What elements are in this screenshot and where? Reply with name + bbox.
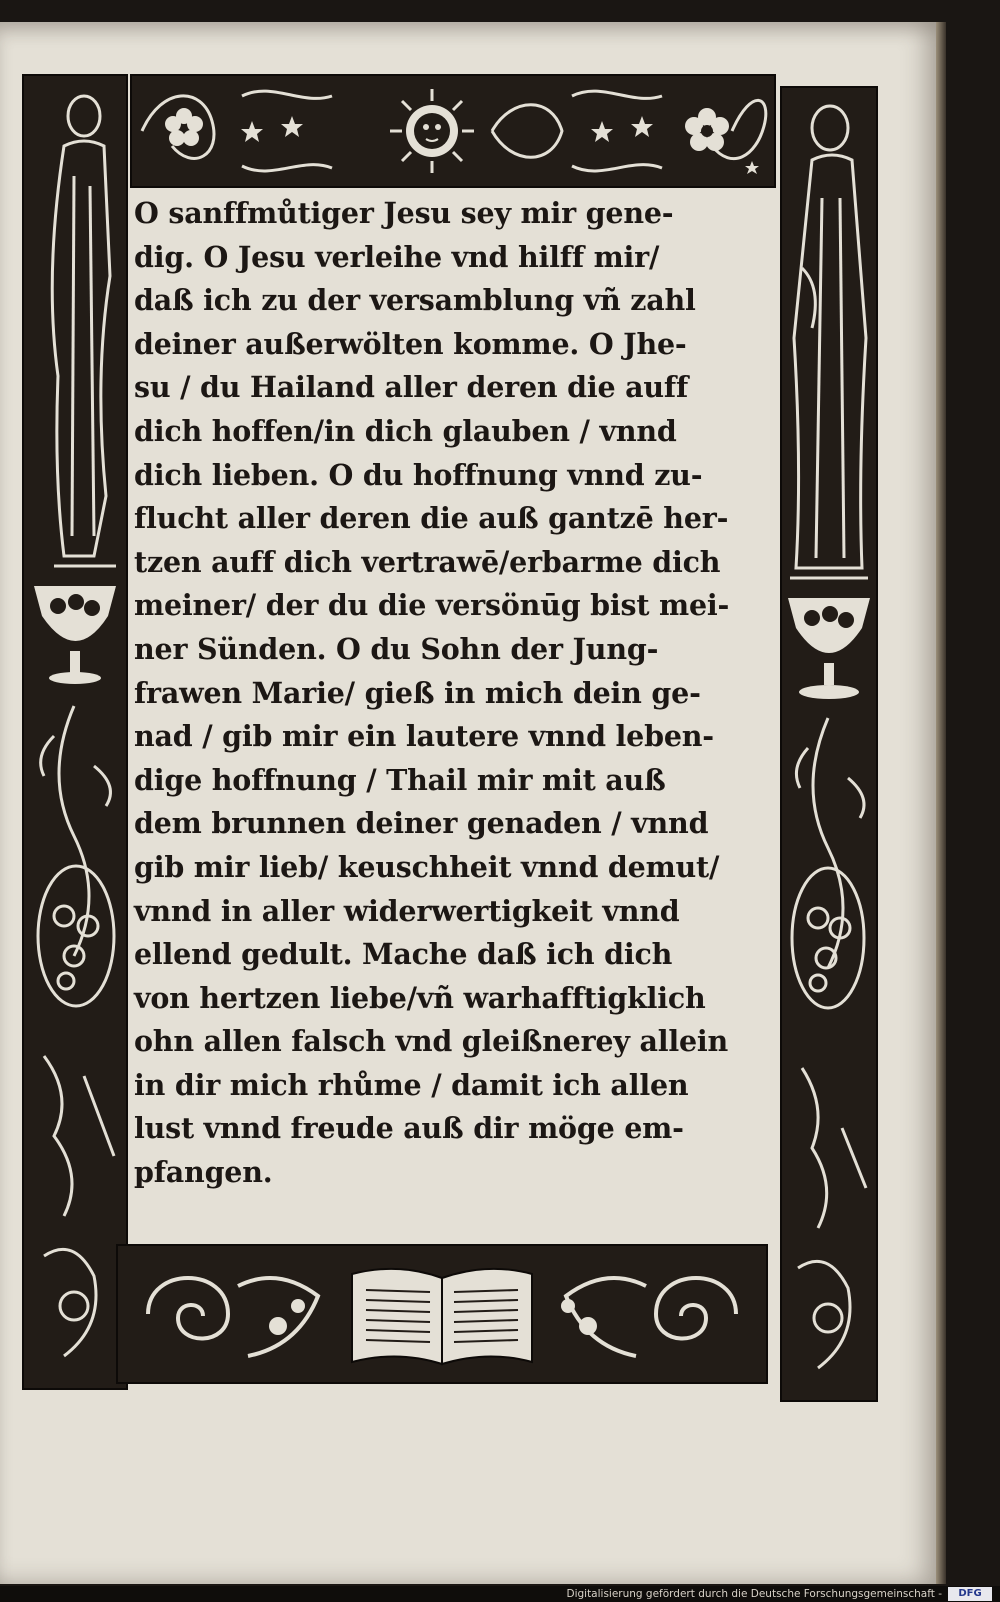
text-line: O sanffmůtiger Jesu sey mir gene- [134,196,674,230]
text-line: dich hoffen/in dich glauben / vnnd [134,413,677,448]
foliage-icon [24,76,126,1388]
text-line: von hertzen liebe/vñ warhafftigklich [134,980,706,1015]
text-line: dem brunnen deiner genaden / vnnd [134,806,709,841]
text-line: ohn allen falsch vnd gleißnerey allein [134,1024,729,1059]
text-line: ner Sünden. O du Sohn der Jung- [134,631,659,666]
bottom-ornament-border [116,1244,768,1384]
left-ornament-border [22,74,128,1390]
text-line: ellend gedult. Mache daß ich dich [134,937,673,972]
text-line: pfangen. [134,1155,273,1190]
text-line: dig. O Jesu verleihe vnd hilff mir/ [134,239,660,274]
text-line: dige hoffnung / Thail mir mit auß [134,762,666,797]
foliage-icon [782,88,876,1400]
prayer-text [134,192,762,1232]
text-line: tzen auff dich vertrawē/erbarme dich [134,544,721,579]
text-line: nad / gib mir ein lautere vnnd leben- [134,719,714,754]
text-line: vnnd in aller widerwertigkeit vnnd [134,893,680,928]
text-line: deiner außerwölten komme. O Jhe- [134,326,687,361]
dfg-logo: DFG [948,1587,992,1601]
text-line: dich lieben. O du hoffnung vnnd zu- [134,457,703,492]
text-line: flucht aller deren die auß gantzē her- [134,501,729,536]
right-ornament-border [780,86,878,1402]
top-ornament-border [130,74,776,188]
text-line: in dir mich rhůme / damit ich allen [134,1067,689,1102]
star-icon [132,76,774,186]
text-line: meiner/ der du die versönūg bist mei- [134,588,730,623]
text-line: gib mir lieb/ keuschheit vnnd demut/ [134,849,720,884]
text-line: su / du Hailand aller deren die auff [134,370,689,405]
credit-text: Digitalisierung gefördert durch die Deutsche Forschungsgemeinschaft - [566,1588,942,1600]
text-line: frawen Marie/ gieß in mich dein ge- [134,675,701,710]
digitization-credit-bar [0,1586,1000,1602]
text-line: daß ich zu der versamblung vñ zahl [134,283,696,318]
text-line: lust vnnd freude auß dir möge em- [134,1111,684,1146]
open-book-icon [118,1246,766,1382]
page-edge [936,22,946,1584]
